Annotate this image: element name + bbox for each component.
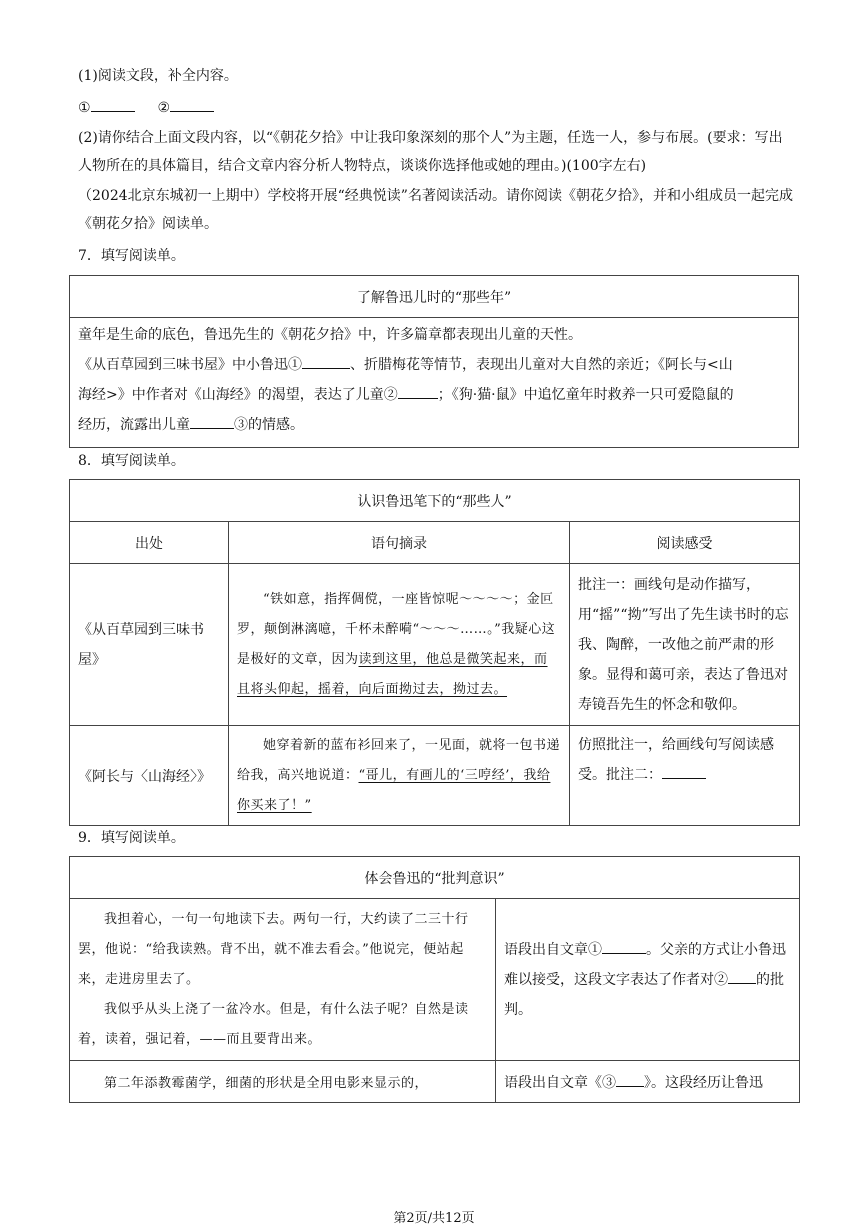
q8-row1-quote	[229, 564, 570, 726]
q9-row1-right	[496, 899, 800, 1061]
q7-heading: 7．填写阅读单。	[78, 248, 185, 264]
q6-blanks	[78, 94, 796, 122]
q7-line2	[78, 350, 790, 380]
q8-col-feeling: 阅读感受	[570, 522, 800, 564]
q7-blank2[interactable]	[398, 384, 438, 399]
q9-blank3[interactable]	[616, 1072, 644, 1087]
q8-heading: 8．填写阅读单。	[78, 453, 185, 469]
q8-row2-quote-plain: 她穿着新的蓝布衫回来了，一见面，就将一包书递给我，高兴地说道：	[237, 737, 561, 783]
q7-line3-b: ；《狗·猫·鼠》中追忆童年时救养一只可爱隐鼠的	[437, 387, 734, 403]
q6-sub1: (1)阅读文段，补全内容。	[78, 68, 238, 84]
q8-row1-source: 《从百草园到三味书屋》	[70, 564, 229, 726]
q8-row2-quote-underlined: “哥儿，有画儿的‘三哼经’，我给你买来了！”	[237, 767, 551, 813]
q8-row2-note	[570, 726, 800, 826]
q9-heading: 9．填写阅读单。	[78, 830, 185, 846]
q9-row1-p2: 我似乎从头上浇了一盆冷水。但是，有什么法子呢？自然是读着，读着，强记着，——而且要背出来。	[78, 1001, 469, 1047]
q6-intro: （2024北京东城初一上期中）学校将开展“经典悦读”名著阅读活动。请你阅读《朝花夕拾》，并和小组成员一起完成《朝花夕拾》阅读单。	[78, 188, 793, 232]
q8-col-quote: 语句摘录	[229, 522, 570, 564]
q9-row2-right-b: 》。这段经历让鲁迅	[644, 1074, 763, 1091]
q9-row2-right-a: 语段出自文章《③	[504, 1074, 616, 1091]
q7-blank1[interactable]	[302, 354, 350, 369]
q8-row1-quote-plain: “铁如意，指挥倜傥，一座皆惊呢～～～～；金叵罗，颠倒淋漓噫，千杯未醉嗬“～～～……。”我疑心这是极好的文章，因为	[237, 591, 556, 667]
q9-row1-right-b: 。父亲的方式让小鲁迅难以接受，这段文字表达了作者对②	[504, 941, 786, 988]
q8-row1-note: 批注一：画线句是动作描写，用“摇”“拗”写出了先生读书时的忘我、陶醉，一改他之前严肃的形象。显得和蔼可亲，表达了鲁迅对寿镜吾先生的怀念和敬仰。	[570, 564, 800, 726]
q8-title: 认识鲁迅笔下的“那些人”	[70, 480, 800, 522]
q9-row1-left	[70, 899, 496, 1061]
blank2-line[interactable]	[170, 97, 214, 112]
q7-line2-b: 、折腊梅花等情节，表现出儿童对大自然的亲近；《阿长与<山	[350, 357, 733, 373]
q9-reading-table	[69, 856, 800, 1103]
q7-title: 了解鲁迅儿时的“那些年”	[70, 276, 799, 318]
q7-line3-a: 海经>》中作者对《山海经》的渴望，表达了儿童②	[78, 387, 398, 403]
q8-row2-quote	[229, 726, 570, 826]
q9-blank1[interactable]	[602, 939, 646, 954]
page-footer: 第2页/共12页	[393, 1211, 475, 1226]
blank1-line[interactable]	[91, 97, 135, 112]
q8-col-source: 出处	[70, 522, 229, 564]
q7-reading-table	[69, 275, 799, 448]
q9-row1-right-c: 的批判。	[504, 971, 784, 1018]
q7-line2-a: 《从百草园到三味书屋》中小鲁迅①	[78, 357, 302, 373]
q8-reading-table	[69, 479, 800, 826]
q6-sub2: (2)请你结合上面文段内容，以“《朝花夕拾》中让我印象深刻的那个人”为主题，任选一人，参与布展。(要求：写出人物所在的具体篇目，结合文章内容分析人物特点，谈谈你选择他或她的理由。)(100字左右)	[78, 130, 783, 174]
q7-line3	[78, 380, 790, 410]
q8-row2-note-text: 仿照批注一，给画线句写阅读感受。批注二：	[578, 737, 774, 783]
q9-row1-p1: 我担着心，一句一句地读下去。两句一行，大约读了二三十行罢，他说：“给我读熟。背不出，就不准去看会。”他说完，便站起来，走进房里去了。	[78, 911, 469, 987]
q9-row1-right-a: 语段出自文章①	[504, 941, 602, 958]
q8-row1-quote-underlined: 读到这里，他总是微笑起来，而且将头仰起，摇着，向后面拗过去，拗过去。	[237, 651, 548, 697]
q8-row2-source: 《阿长与〈山海经〉》	[70, 726, 229, 826]
q7-line4-b: ③的情感。	[234, 417, 304, 433]
q7-line4	[78, 410, 790, 440]
q8-row2-blank[interactable]	[662, 764, 706, 779]
q7-blank3[interactable]	[190, 414, 234, 429]
q7-line1: 童年是生命的底色，鲁迅先生的《朝花夕拾》中，许多篇章都表现出儿童的天性。	[78, 327, 582, 343]
blank2-label: ②	[157, 100, 171, 116]
q9-row2-left: 第二年添教霉菌学，细菌的形状是全用电影来显示的，	[70, 1061, 496, 1103]
q9-title: 体会鲁迅的“批判意识”	[70, 857, 800, 899]
q9-blank2[interactable]	[728, 969, 756, 984]
q7-body	[70, 318, 799, 448]
q7-line4-a: 经历，流露出儿童	[78, 417, 190, 433]
q9-row2-right	[496, 1061, 800, 1103]
blank1-label: ①	[78, 100, 91, 116]
